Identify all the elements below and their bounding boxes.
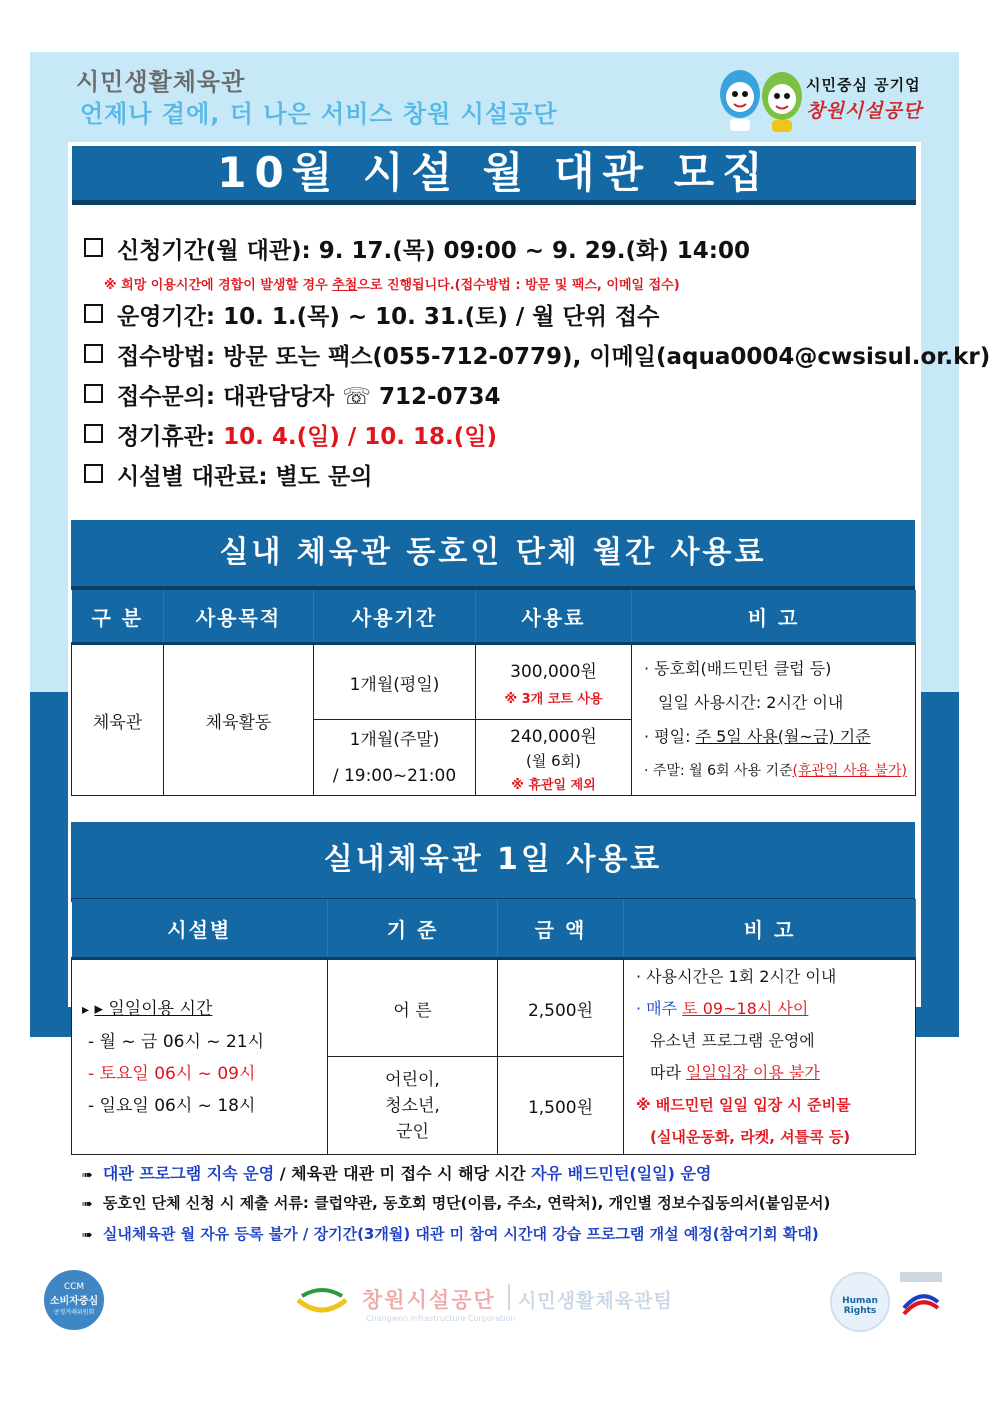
daily-hours-cell: ▸ ▸ 일일이용 시간 - 월 ~ 금 06시 ~ 21시 - 토요일 06시 ~ 09시 - 일요일 06시 ~ 18시 xyxy=(72,959,328,1155)
daily-fee-section-title: 실내체육관 1일 사용료 xyxy=(71,819,915,902)
org-emblem-icon xyxy=(292,1280,352,1328)
info-apply-period: 신청기간(월 대관): 9. 17.(목) 09:00 ~ 9. 29.(화) 14:00 xyxy=(84,232,750,265)
bullet-registration-note: ➠ 실내체육관 월 자유 등록 불가 / 장기간(3개월) 대관 미 참여 시간대 강습 프로그램 개설 예정(참여기회 확대) xyxy=(82,1225,819,1243)
info-operation-period: 운영기간: 10. 1.(목) ~ 10. 31.(토) / 월 단위 접수 xyxy=(84,298,659,331)
youth-fee-cell: 1,500원 xyxy=(498,1057,624,1155)
checkbox-square-icon xyxy=(84,304,103,323)
checkbox-square-icon xyxy=(84,464,103,483)
certification-badge-icon xyxy=(896,1268,946,1328)
purpose-cell: 체육활동 xyxy=(164,644,314,796)
clean-logo: 청렴해서 세상 xyxy=(126,1277,182,1311)
fee-weekday-cell: 300,000원 ※ 3개 코트 사용 xyxy=(476,644,632,720)
info-application-method: 접수방법: 방문 또는 팩스(055-712-0779), 이메일(aqua0004@cwsisul.or.kr) xyxy=(84,338,990,371)
mascot-icon xyxy=(712,64,812,134)
checkbox-square-icon xyxy=(84,384,103,403)
col-header-memo: 비 고 xyxy=(632,590,916,644)
monthly-fee-section-title: 실내 체육관 동호인 단체 월간 사용료 xyxy=(71,520,915,590)
checkbox-square-icon xyxy=(84,238,103,257)
header-slogan: 언제나 곁에, 더 나은 서비스 창원 시설공단 xyxy=(80,100,558,128)
table-row xyxy=(72,959,916,1057)
poster-background xyxy=(30,52,991,1323)
human-rights-logo: Human Rights xyxy=(830,1272,890,1332)
col-header-amount: 금 액 xyxy=(498,899,624,959)
arrow-right-icon: ➠ xyxy=(82,1168,93,1183)
col-header-category: 구 분 xyxy=(72,590,164,644)
period-weekday-cell: 1개월(평일) xyxy=(314,644,476,720)
info-facility-fee: 시설별 대관료: 별도 문의 xyxy=(84,458,372,491)
monthly-fee-table xyxy=(71,590,916,796)
col-header-period: 사용기간 xyxy=(314,590,476,644)
arrow-right-icon: ➠ xyxy=(82,1197,93,1212)
col-header-criteria: 기 준 xyxy=(328,899,498,959)
footer-org-eng: Changwon Infrastructure Corporation xyxy=(366,1314,516,1323)
period-weekend-cell: 1개월(주말) / 19:00~21:00 xyxy=(314,720,476,796)
col-header-fee: 사용료 xyxy=(476,590,632,644)
info-contact: 접수문의: 대관담당자 ☏ 712-0734 xyxy=(84,378,501,411)
footer-team-name: 시민생활체육관팀 xyxy=(518,1290,673,1312)
table-header-row xyxy=(72,899,916,959)
col-header-memo: 비 고 xyxy=(624,899,916,959)
memo-cell: · 동호회(배드민턴 클럽 등) 일일 사용시간: 2시간 이내 · 평일: 주 5일 사용(월~금) 기준 · 주말: 월 6회 사용 기준(휴관일 사용 불가) xyxy=(632,644,916,796)
header-subtitle-facility: 시민생활체육관 xyxy=(76,68,246,96)
table-row xyxy=(72,644,916,720)
youth-cell: 어린이, 청소년, 군인 xyxy=(328,1057,498,1155)
footer-org-name: 창원시설공단 xyxy=(362,1288,496,1312)
page-title: 10월 시설 월 대관 모집 xyxy=(72,146,916,205)
bullet-program-note: ➠ 대관 프로그램 지속 운영 / 체육관 대관 미 접수 시 해당 시간 자유 배드민턴(일일) 운영 xyxy=(82,1164,712,1183)
info-lottery-note: ※ 희망 이용시간에 경합이 발생할 경우 추첨으로 진행됩니다.(접수방법 : 방문 및 팩스, 이메일 접수) xyxy=(104,278,680,293)
ccm-logo: CCM 소비자중심 공정거래위원회 xyxy=(42,1268,106,1332)
bullet-documents-note: ➠ 동호인 단체 신청 시 제출 서류: 클럽약관, 동호회 명단(이름, 주소, 연락처), 개인별 정보수집동의서(붙임문서) xyxy=(82,1194,831,1212)
arrow-right-icon: ➠ xyxy=(82,1228,93,1243)
footer-divider xyxy=(508,1284,510,1310)
table-header-row xyxy=(72,590,916,644)
info-closed-days: 정기휴관: 10. 4.(일) / 10. 18.(일) xyxy=(84,418,497,451)
daily-fee-table xyxy=(71,899,916,1155)
daily-memo-cell: · 사용시간은 1회 2시간 이내 · 매주 토 09~18시 사이 유소년 프로그램 운영에 따라 일일입장 이용 불가 ※ 배드민턴 일일 입장 시 준비물 (실내운동화, 라켓, 셔틀콕 등) xyxy=(624,959,916,1155)
checkbox-square-icon xyxy=(84,344,103,363)
logo-tagline: 시민중심 공기업 xyxy=(806,76,921,94)
fee-weekend-cell: 240,000원 (월 6회) ※ 휴관일 제외 xyxy=(476,720,632,796)
logo-org-name: 창원시설공단 xyxy=(806,100,923,122)
col-header-purpose: 사용목적 xyxy=(164,590,314,644)
checkbox-square-icon xyxy=(84,424,103,443)
facility-cell: 체육관 xyxy=(72,644,164,796)
adult-fee-cell: 2,500원 xyxy=(498,959,624,1057)
adult-cell: 어 른 xyxy=(328,959,498,1057)
col-header-facility: 시설별 xyxy=(72,899,328,959)
